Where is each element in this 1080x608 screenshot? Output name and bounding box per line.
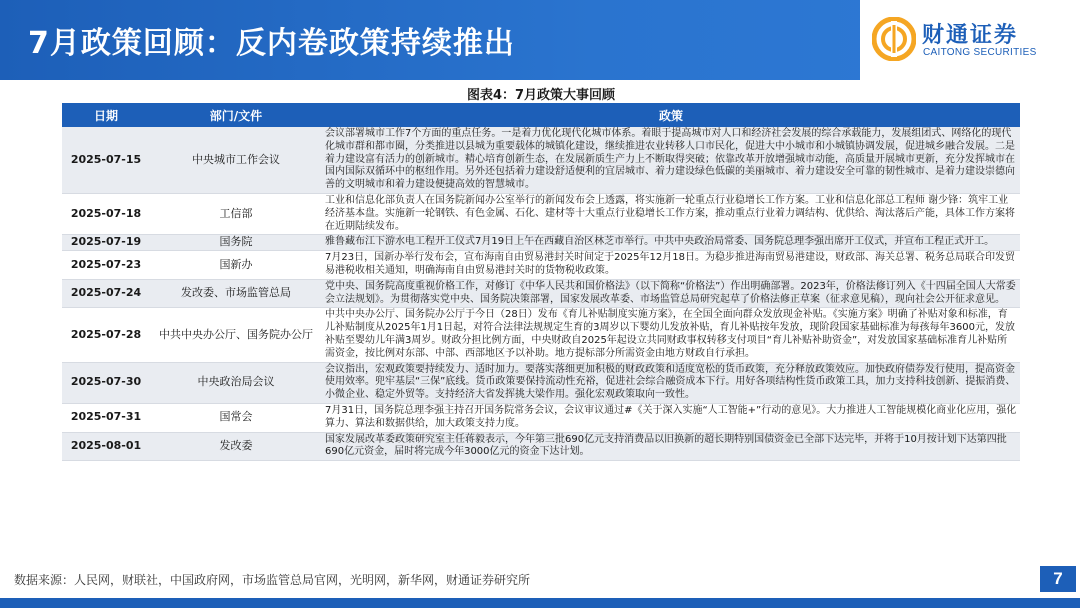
table-row bbox=[62, 362, 1020, 403]
table-row bbox=[62, 308, 1020, 362]
header-date: 日期 bbox=[62, 103, 150, 127]
table-row bbox=[62, 279, 1020, 308]
table-row bbox=[62, 432, 1020, 461]
row-dept: 中央城市工作会议 bbox=[150, 127, 322, 193]
policy-table bbox=[62, 103, 1020, 461]
header-dept: 部门/文件 bbox=[150, 103, 322, 127]
table-row bbox=[62, 251, 1020, 280]
table-row bbox=[62, 127, 1020, 193]
table-caption: 图表4：7月政策大事回顾 bbox=[466, 88, 616, 103]
row-policy: 7月23日，国新办举行发布会，宣布海南自由贸易港封关时间定于2025年12月18日。为稳步推进海南贸易港建设，财政部、海关总署、税务总局联合印发贸易港税收相关通知，明确海南自由贸易港封关时的货物税收政策。 bbox=[322, 251, 1020, 280]
row-dept: 发改委 bbox=[150, 432, 322, 461]
slide-header bbox=[0, 0, 1080, 80]
header-policy: 政策 bbox=[322, 103, 1020, 127]
row-policy: 7月31日，国务院总理李强主持召开国务院常务会议，会议审议通过#《关于深入实施“人工智能+”行动的意见》。大力推进人工智能规模化商业化应用，强化算力、算法和数据供给，加大政策支持力度。 bbox=[322, 403, 1020, 432]
row-policy: 国家发展改革委政策研究室主任蒋毅表示，今年第三批690亿元支持消费品以旧换新的超长期特别国债资金已全部下达完毕，并将于10月按计划下达第四批690亿元资金，届时将完成今年3000亿元的资金下达计划。 bbox=[322, 432, 1020, 461]
row-policy: 党中央、国务院高度重视价格工作，对修订《中华人民共和国价格法》（以下简称“价格法”）作出明确部署。2023年，价格法修订列入《十四届全国人大常委会立法规划》。为贯彻落实党中央、国务院决策部署，国家发展改革委、市场监管总局研究起草了价格法修正草案（征求意见稿），现向社会公开征求意见。 bbox=[322, 279, 1020, 308]
logo-name-cn: 财通证券 bbox=[922, 23, 1019, 48]
table-header-row bbox=[62, 103, 1020, 127]
row-policy: 中共中央办公厅、国务院办公厅于今日（28日）发布《育儿补贴制度实施方案》，在全国全面向群众发放现金补贴。《实施方案》明确了补贴对象和标准，育儿补贴制度从2025年1月1日起，对符合法律法规规定生育的3周岁以下婴幼儿发放补贴，育儿补贴按年发放，现阶段国家基础标准为每孩每年3600元，发放补贴至婴幼儿年满3周岁。财政分担比例方面，中央财政自2025年起设立共同财政事权转移支付项目“育儿补贴补助资金”，对发放国家基础标准育儿补贴所需资金，按比例对东部、中部、西部地区予以补助。地方提标部分所需资金由地方财政自行承担。 bbox=[322, 308, 1020, 362]
company-logo bbox=[860, 0, 1080, 80]
row-date: 2025-07-19 bbox=[62, 235, 150, 251]
table-row bbox=[62, 235, 1020, 251]
row-date: 2025-07-15 bbox=[62, 127, 150, 193]
row-dept: 中央政治局会议 bbox=[150, 362, 322, 403]
logo-name-en: CAITONG SECURITIES bbox=[923, 47, 1037, 58]
row-date: 2025-07-31 bbox=[62, 403, 150, 432]
row-date: 2025-07-30 bbox=[62, 362, 150, 403]
table-row bbox=[62, 193, 1020, 234]
row-dept: 国务院 bbox=[150, 235, 322, 251]
caitong-logo-icon bbox=[872, 17, 916, 61]
row-policy: 雅鲁藏布江下游水电工程开工仪式7月19日上午在西藏自治区林芝市举行。中共中央政治局常委、国务院总理李强出席开工仪式，并宣布工程正式开工。 bbox=[322, 235, 1020, 251]
row-date: 2025-07-28 bbox=[62, 308, 150, 362]
row-dept: 工信部 bbox=[150, 193, 322, 234]
page-number: 7 bbox=[1040, 566, 1076, 592]
row-policy: 工业和信息化部负责人在国务院新闻办公室举行的新闻发布会上透露，将实施新一轮重点行业稳增长工作方案。工业和信息化部总工程师 谢少锋：筑牢工业经济基本盘。实施新一轮钢铁、有色金属、石化、建材等十大重点行业稳增长工作方案，推动重点行业着力调结构、优供给、淘汰落后产能，具体工作方案将在近期陆续发布。 bbox=[322, 193, 1020, 234]
row-dept: 发改委、市场监管总局 bbox=[150, 279, 322, 308]
table-row bbox=[62, 403, 1020, 432]
row-dept: 国常会 bbox=[150, 403, 322, 432]
row-policy: 会议部署城市工作7个方面的重点任务。一是着力优化现代化城市体系。着眼于提高城市对人口和经济社会发展的综合承载能力，发展组团式、网络化的现代化城市群和都市圈，分类推进以县城为重要载体的城镇化建设，继续推进农业转移人口市民化，促进大中小城市和小城镇协调发展，促进城乡融合发展。二是着力建设富有活力的创新城市。精心培育创新生态，在发展新质生产力上不断取得突破；依靠改革开放增强城市动能，高质量开展城市更新，充分发挥城市在国内国际双循环中的枢纽作用。另外还包括着力建设舒适便利的宜居城市、着力建设绿色低碳的美丽城市、着力建设安全可靠的韧性城市、是着力建设崇德向善的文明城市和着力建设便捷高效的智慧城市。 bbox=[322, 127, 1020, 193]
row-dept: 中共中央办公厅、国务院办公厅 bbox=[150, 308, 322, 362]
row-policy: 会议指出，宏观政策要持续发力、适时加力。要落实落细更加积极的财政政策和适度宽松的货币政策，充分释放政策效应。加快政府债券发行使用，提高资金使用效率。兜牢基层“三保”底线。货币政策要保持流动性充裕，促进社会综合融资成本下行。用好各项结构性货币政策工具，加力支持科技创新、提振消费、小微企业、稳定外贸等。支持经济大省发挥挑大梁作用。强化宏观政策取向一致性。 bbox=[322, 362, 1020, 403]
footer-bar bbox=[0, 598, 1080, 608]
row-date: 2025-07-18 bbox=[62, 193, 150, 234]
row-date: 2025-08-01 bbox=[62, 432, 150, 461]
slide-title: 7月政策回顾：反内卷政策持续推出 bbox=[28, 26, 515, 61]
source-note: 数据来源：人民网，财联社，中国政府网，市场监管总局官网，光明网，新华网，财通证券研究所 bbox=[14, 573, 531, 587]
row-date: 2025-07-23 bbox=[62, 251, 150, 280]
row-dept: 国新办 bbox=[150, 251, 322, 280]
row-date: 2025-07-24 bbox=[62, 279, 150, 308]
